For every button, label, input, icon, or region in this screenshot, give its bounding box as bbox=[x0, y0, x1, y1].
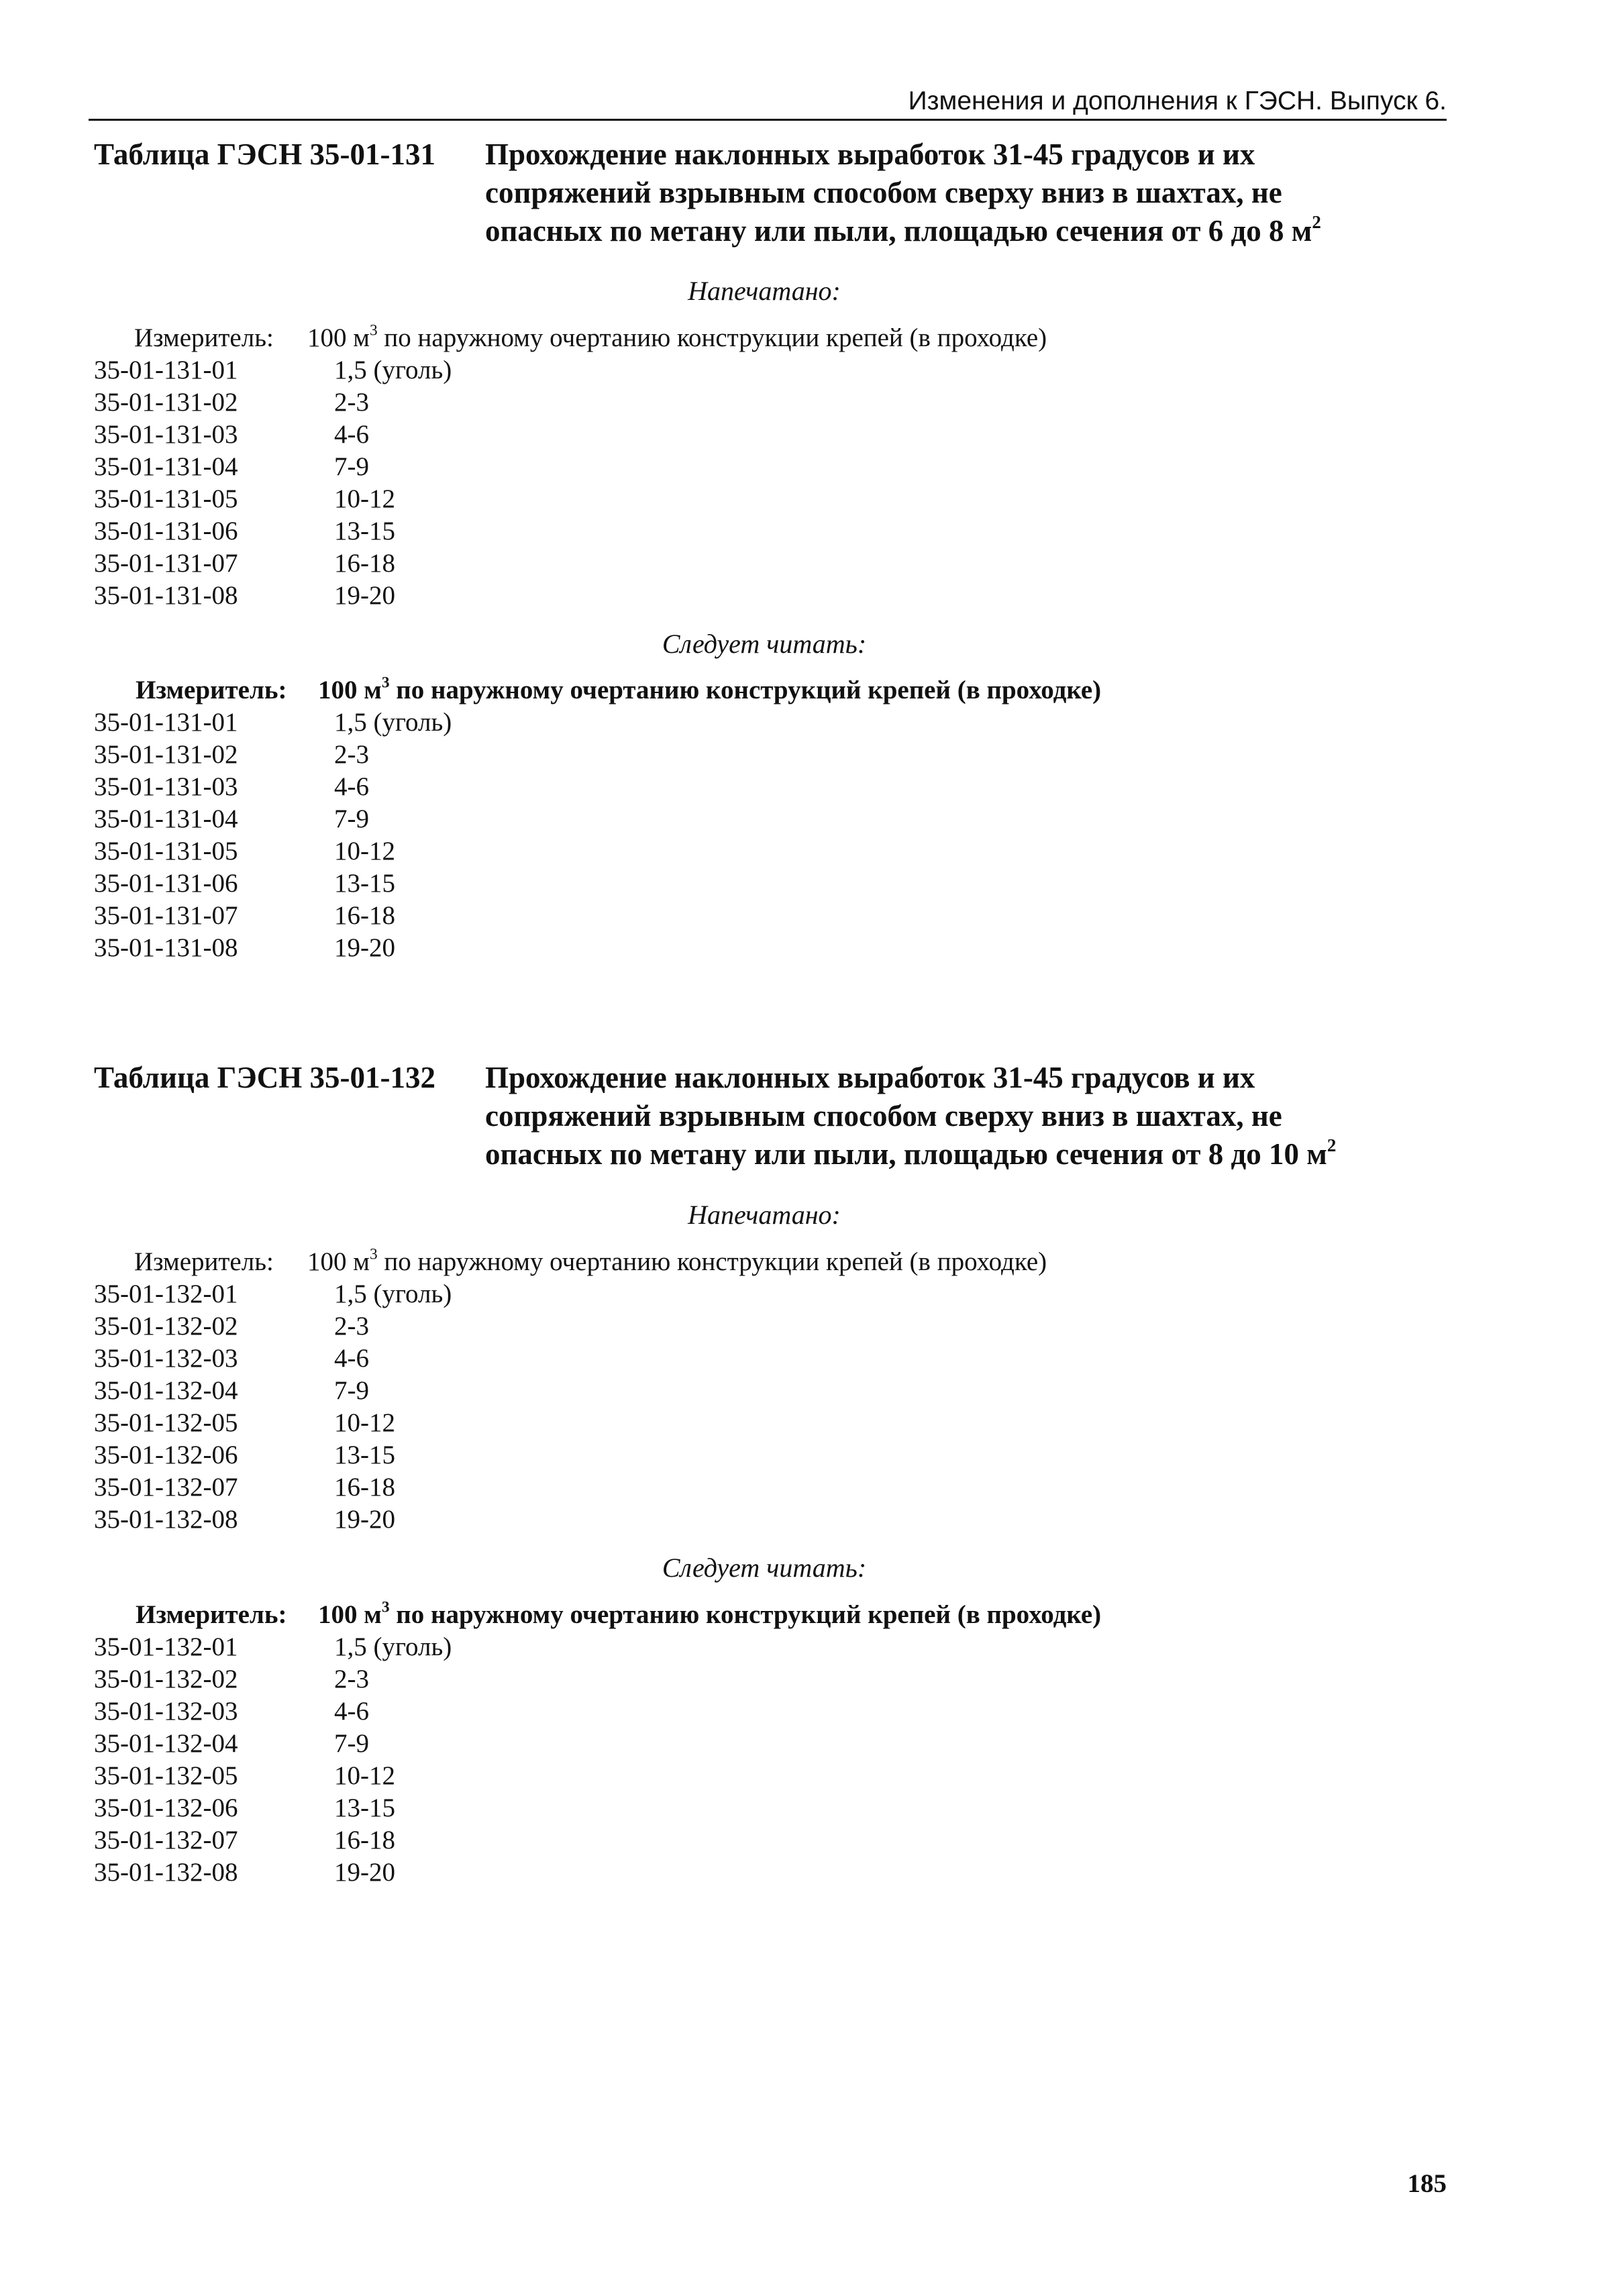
corrected-block bbox=[94, 1599, 1369, 1889]
row-code: 35-01-132-05 bbox=[94, 1408, 238, 1437]
meter-value: 100 м bbox=[307, 1247, 370, 1276]
meter-row bbox=[94, 322, 1369, 354]
row-value: 7-9 bbox=[334, 804, 369, 833]
row-value: 19-20 bbox=[334, 933, 395, 962]
row-code: 35-01-132-03 bbox=[94, 1697, 238, 1726]
superscript: 3 bbox=[369, 1245, 378, 1263]
row-code: 35-01-131-02 bbox=[94, 740, 238, 769]
row-value: 19-20 bbox=[334, 581, 395, 610]
title-line bbox=[485, 1135, 1451, 1173]
table-row bbox=[94, 419, 1369, 451]
row-value: 10-12 bbox=[334, 1408, 395, 1437]
row-value: 1,5 (уголь) bbox=[334, 356, 452, 384]
row-value: 2-3 bbox=[334, 1665, 369, 1693]
table-row bbox=[94, 1343, 1369, 1375]
row-value: 1,5 (уголь) bbox=[334, 1280, 452, 1308]
meter-rest: по наружному очертанию конструкций крепей (в проходке) bbox=[389, 1600, 1102, 1629]
meter-row bbox=[94, 1246, 1369, 1278]
row-value: 1,5 (уголь) bbox=[334, 1632, 452, 1661]
table-row bbox=[94, 771, 1369, 803]
superscript: 3 bbox=[369, 321, 378, 340]
printed-block bbox=[94, 1246, 1369, 1536]
row-value: 7-9 bbox=[334, 1729, 369, 1758]
row-code: 35-01-132-06 bbox=[94, 1441, 238, 1469]
printed-caption: Напечатано: bbox=[688, 1200, 841, 1230]
row-value: 16-18 bbox=[334, 901, 395, 930]
row-value: 1,5 (уголь) bbox=[334, 708, 452, 737]
meter-value: 100 м bbox=[318, 676, 382, 705]
row-value: 16-18 bbox=[334, 1826, 395, 1855]
row-code: 35-01-132-04 bbox=[94, 1376, 238, 1405]
row-code: 35-01-132-04 bbox=[94, 1729, 238, 1758]
table-row bbox=[94, 515, 1369, 547]
row-code: 35-01-132-05 bbox=[94, 1761, 238, 1790]
row-code: 35-01-132-08 bbox=[94, 1505, 238, 1534]
table-row bbox=[94, 1439, 1369, 1471]
superscript: 3 bbox=[381, 674, 390, 692]
row-code: 35-01-131-01 bbox=[94, 708, 238, 737]
row-code: 35-01-132-01 bbox=[94, 1280, 238, 1308]
meter-row bbox=[94, 674, 1369, 707]
row-code: 35-01-131-05 bbox=[94, 837, 238, 866]
table-row bbox=[94, 386, 1369, 419]
table-ref: Таблица ГЭСН 35-01-131 bbox=[94, 138, 435, 171]
meter-label: Измеритель: bbox=[136, 1600, 287, 1629]
row-code: 35-01-131-03 bbox=[94, 772, 238, 801]
meter-rest: по наружному очертанию конструкции крепей (в проходке) bbox=[377, 1247, 1047, 1276]
row-value: 10-12 bbox=[334, 837, 395, 866]
row-code: 35-01-131-08 bbox=[94, 933, 238, 962]
row-code: 35-01-131-07 bbox=[94, 901, 238, 930]
meter-rest: по наружному очертанию конструкций крепей (в проходке) bbox=[389, 676, 1102, 705]
table-row bbox=[94, 1792, 1369, 1824]
row-code: 35-01-132-02 bbox=[94, 1665, 238, 1693]
meter-text bbox=[318, 674, 1101, 707]
table-row bbox=[94, 1278, 1369, 1310]
row-value: 10-12 bbox=[334, 1761, 395, 1790]
row-value: 13-15 bbox=[334, 869, 395, 898]
superscript: 2 bbox=[1327, 1135, 1337, 1156]
row-code: 35-01-131-04 bbox=[94, 804, 238, 833]
row-value: 7-9 bbox=[334, 452, 369, 481]
meter-value: 100 м bbox=[307, 323, 370, 352]
table-row bbox=[94, 739, 1369, 771]
title-line bbox=[485, 212, 1451, 250]
row-value: 2-3 bbox=[334, 740, 369, 769]
title-line: Прохождение наклонных выработок 31-45 градусов и их bbox=[485, 138, 1255, 171]
row-value: 19-20 bbox=[334, 1505, 395, 1534]
printed-caption: Напечатано: bbox=[688, 276, 841, 306]
superscript: 3 bbox=[381, 1598, 390, 1616]
table-row bbox=[94, 580, 1369, 612]
header-rule bbox=[89, 119, 1447, 121]
row-code: 35-01-132-02 bbox=[94, 1312, 238, 1341]
row-value: 7-9 bbox=[334, 1376, 369, 1405]
row-code: 35-01-131-04 bbox=[94, 452, 238, 481]
row-code: 35-01-131-03 bbox=[94, 420, 238, 449]
table-row bbox=[94, 1471, 1369, 1504]
table-row bbox=[94, 1631, 1369, 1663]
row-value: 4-6 bbox=[334, 420, 369, 449]
meter-label: Измеритель: bbox=[134, 1247, 274, 1276]
printed-block bbox=[94, 322, 1369, 612]
table-row bbox=[94, 1504, 1369, 1536]
corrected-caption: Следует читать: bbox=[662, 1553, 867, 1583]
table-ref: Таблица ГЭСН 35-01-132 bbox=[94, 1061, 435, 1094]
row-value: 10-12 bbox=[334, 484, 395, 513]
table-row bbox=[94, 451, 1369, 483]
row-code: 35-01-132-01 bbox=[94, 1632, 238, 1661]
row-code: 35-01-131-08 bbox=[94, 581, 238, 610]
table-row bbox=[94, 835, 1369, 868]
table-row bbox=[94, 932, 1369, 964]
row-code: 35-01-131-06 bbox=[94, 517, 238, 545]
table-row bbox=[94, 1857, 1369, 1889]
row-code: 35-01-131-06 bbox=[94, 869, 238, 898]
row-value: 4-6 bbox=[334, 1697, 369, 1726]
title-line: сопряжений взрывным способом сверху вниз в шахтах, не bbox=[485, 176, 1282, 209]
table-row bbox=[94, 354, 1369, 386]
meter-text bbox=[307, 322, 1047, 354]
table-row bbox=[94, 483, 1369, 515]
title-line-text: опасных по метану или пыли, площадью сечения от 6 до 8 м bbox=[485, 214, 1312, 248]
row-value: 4-6 bbox=[334, 772, 369, 801]
row-code: 35-01-132-03 bbox=[94, 1344, 238, 1373]
table-row bbox=[94, 803, 1369, 835]
table-row bbox=[94, 1695, 1369, 1728]
table-row bbox=[94, 900, 1369, 932]
row-value: 2-3 bbox=[334, 388, 369, 417]
meter-rest: по наружному очертанию конструкции крепей (в проходке) bbox=[377, 323, 1047, 352]
meter-label: Измеритель: bbox=[136, 676, 287, 705]
table-row bbox=[94, 868, 1369, 900]
page-number: 185 bbox=[1407, 2169, 1447, 2198]
table-row bbox=[94, 1760, 1369, 1792]
row-code: 35-01-132-06 bbox=[94, 1793, 238, 1822]
title-line-text: опасных по метану или пыли, площадью сечения от 8 до 10 м bbox=[485, 1137, 1327, 1171]
row-value: 2-3 bbox=[334, 1312, 369, 1341]
row-code: 35-01-132-07 bbox=[94, 1473, 238, 1502]
superscript: 2 bbox=[1312, 212, 1321, 233]
row-value: 16-18 bbox=[334, 1473, 395, 1502]
meter-text bbox=[318, 1599, 1101, 1631]
title-line: Прохождение наклонных выработок 31-45 градусов и их bbox=[485, 1061, 1255, 1094]
row-code: 35-01-131-02 bbox=[94, 388, 238, 417]
row-value: 13-15 bbox=[334, 1441, 395, 1469]
table-row bbox=[94, 1728, 1369, 1760]
meter-label: Измеритель: bbox=[134, 323, 274, 352]
table-row bbox=[94, 1663, 1369, 1695]
row-value: 13-15 bbox=[334, 1793, 395, 1822]
table-row bbox=[94, 547, 1369, 580]
corrected-block bbox=[94, 674, 1369, 964]
row-code: 35-01-131-07 bbox=[94, 549, 238, 578]
meter-text bbox=[307, 1246, 1047, 1278]
corrected-caption: Следует читать: bbox=[662, 629, 867, 659]
meter-value: 100 м bbox=[318, 1600, 382, 1629]
table-row bbox=[94, 1824, 1369, 1857]
meter-row bbox=[94, 1599, 1369, 1631]
table-description bbox=[485, 136, 1451, 250]
table-row bbox=[94, 1407, 1369, 1439]
row-code: 35-01-132-07 bbox=[94, 1826, 238, 1855]
table-row bbox=[94, 707, 1369, 739]
row-value: 4-6 bbox=[334, 1344, 369, 1373]
row-code: 35-01-131-05 bbox=[94, 484, 238, 513]
table-description bbox=[485, 1059, 1451, 1173]
row-code: 35-01-131-01 bbox=[94, 356, 238, 384]
table-row bbox=[94, 1375, 1369, 1407]
row-value: 13-15 bbox=[334, 517, 395, 545]
row-code: 35-01-132-08 bbox=[94, 1858, 238, 1887]
row-value: 16-18 bbox=[334, 549, 395, 578]
running-header: Изменения и дополнения к ГЭСН. Выпуск 6. bbox=[908, 87, 1447, 115]
table-row bbox=[94, 1310, 1369, 1343]
row-value: 19-20 bbox=[334, 1858, 395, 1887]
title-line: сопряжений взрывным способом сверху вниз в шахтах, не bbox=[485, 1099, 1282, 1133]
